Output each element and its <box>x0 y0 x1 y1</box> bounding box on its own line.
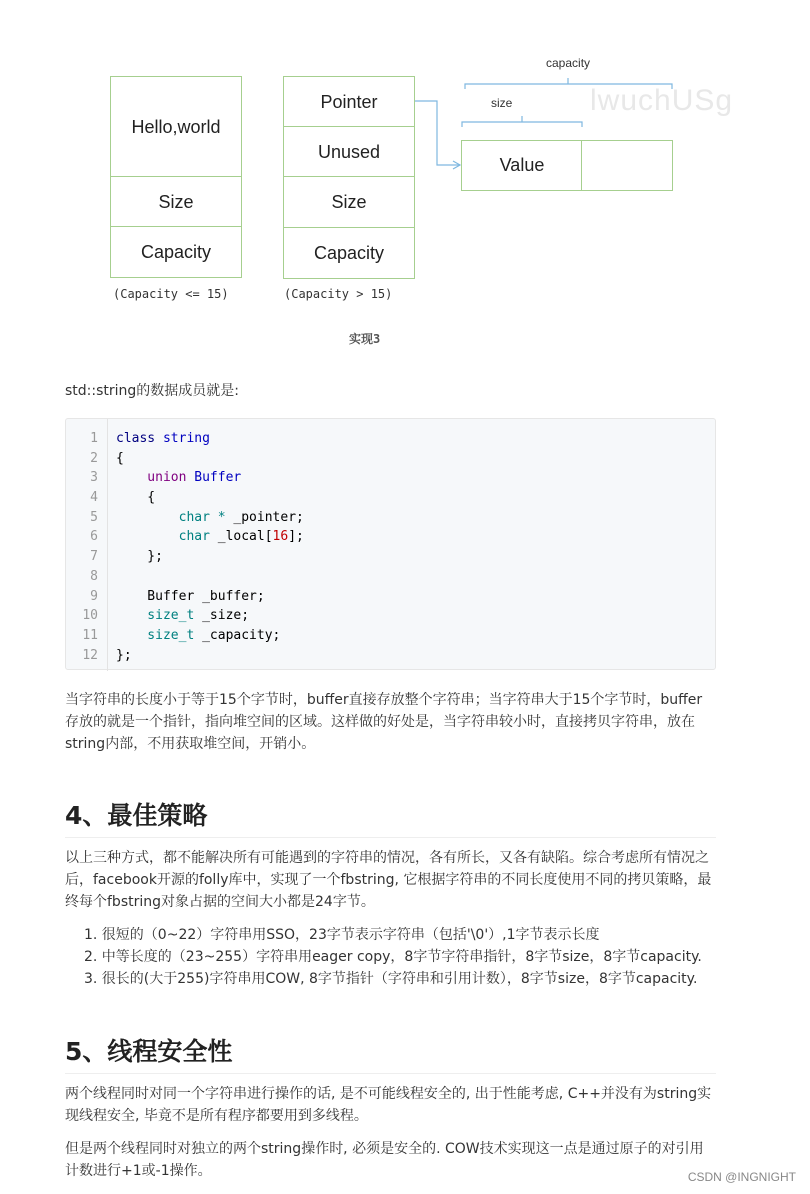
cell-capacity-right: Capacity <box>283 227 415 279</box>
line-number: 12 <box>82 647 98 663</box>
code-text: char _local[16]; <box>116 529 304 545</box>
sso-paragraph: 当字符串的长度小于等于15个字节时，buffer直接存放整个字符串；当字符串大于15个字节时，buffer存放的就是一个指针，指向堆空间的区域。这样做的好处是，当字符串较小时，直接拷贝字符串，放在string内部，不用获取堆空间，开销小。 <box>65 692 703 752</box>
cell-unused: Unused <box>283 126 415 178</box>
intro-text: std::string的数据成员就是: <box>65 383 240 399</box>
line-number: 9 <box>90 588 98 604</box>
section-5-paragraph-1: 两个线程同时对同一个字符串进行操作的话, 是不可能线程安全的, 出于性能考虑, C++并没有为string实现线程安全, 毕竟不是所有程序都要用到多线程。 <box>65 1086 712 1124</box>
cell-value: Value <box>461 140 583 191</box>
capacity-label: capacity <box>546 56 591 70</box>
code-line <box>66 567 717 587</box>
code-line <box>66 527 717 547</box>
line-number: 2 <box>90 450 98 466</box>
left-caption: (Capacity <= 15) <box>113 287 229 301</box>
code-line <box>66 626 717 646</box>
section-5-heading: 5、线程安全性 <box>65 1035 716 1074</box>
csdn-watermark: CSDN @INGNIGHT <box>687 1170 796 1184</box>
code-text: char * _pointer; <box>116 509 304 525</box>
code-text: size_t _capacity; <box>116 627 281 643</box>
code-block <box>65 418 716 670</box>
section-4-paragraph: 以上三种方式，都不能解决所有可能遇到的字符串的情况，各有所长，又各有缺陷。综合考虑所有情况之后，facebook开源的folly库中，实现了一个fbstring, 它根据字符串的不同长度使用不同的拷贝策略，最终每个fbstring对象占据的空间大小都是24字节。 <box>65 850 712 910</box>
code-text: }; <box>116 647 132 663</box>
cell-value-extra <box>581 140 673 191</box>
size-label: size <box>491 96 513 110</box>
code-text: }; <box>116 549 163 565</box>
section-5-paragraph-2: 但是两个线程同时对独立的两个string操作时, 必须是安全的. COW技术实现这一点是通过原子的对引用计数进行+1或-1操作。 <box>65 1141 704 1179</box>
list-item: 3. 很长的(大于255)字符串用COW, 8字节指针（字符串和引用计数），8字节size，8字节capacity. <box>84 971 698 987</box>
code-line <box>66 488 717 508</box>
cell-capacity-left: Capacity <box>110 226 242 278</box>
cell-hello-world: Hello,world <box>110 76 242 178</box>
code-lines <box>66 429 717 665</box>
strategy-list <box>84 924 714 990</box>
cell-size-left: Size <box>110 176 242 228</box>
code-text: { <box>116 450 124 466</box>
code-text: class string <box>116 431 210 446</box>
code-line <box>66 646 717 666</box>
line-number: 10 <box>82 608 98 624</box>
size-brace <box>462 116 582 127</box>
image-watermark: lwuchUSg <box>590 84 734 117</box>
code-text: { <box>116 490 156 506</box>
figure-caption: 实现3 <box>349 332 381 346</box>
code-line <box>66 606 717 626</box>
pointer-arrow <box>415 101 460 165</box>
cell-size-right: Size <box>283 176 415 229</box>
line-number: 6 <box>90 529 98 545</box>
code-line <box>66 468 717 488</box>
code-line <box>66 449 717 469</box>
code-text: Buffer _buffer; <box>116 588 265 604</box>
right-caption: (Capacity > 15) <box>284 287 393 301</box>
code-line <box>66 547 717 567</box>
line-number: 8 <box>90 568 98 584</box>
list-item: 1. 很短的（0~22）字符串用SSO，23字节表示字符串（包括'\0'）,1字节表示长度 <box>84 927 600 943</box>
code-text: union Buffer <box>116 470 242 486</box>
list-item: 2. 中等长度的（23~255）字符串用eager copy，8字节字符串指针，8字节size，8字节capacity. <box>84 949 702 965</box>
code-line <box>66 587 717 607</box>
line-number: 4 <box>90 490 98 506</box>
section-4-heading: 4、最佳策略 <box>65 799 716 838</box>
line-number: 7 <box>90 549 98 565</box>
code-line <box>66 429 717 449</box>
code-text: size_t _size; <box>116 608 250 624</box>
line-number: 1 <box>90 431 98 446</box>
code-line <box>66 508 717 528</box>
line-number: 3 <box>90 470 98 486</box>
cell-pointer: Pointer <box>283 76 415 128</box>
line-number: 11 <box>82 627 98 643</box>
line-number: 5 <box>90 509 98 525</box>
memory-layout-diagram <box>0 0 810 360</box>
